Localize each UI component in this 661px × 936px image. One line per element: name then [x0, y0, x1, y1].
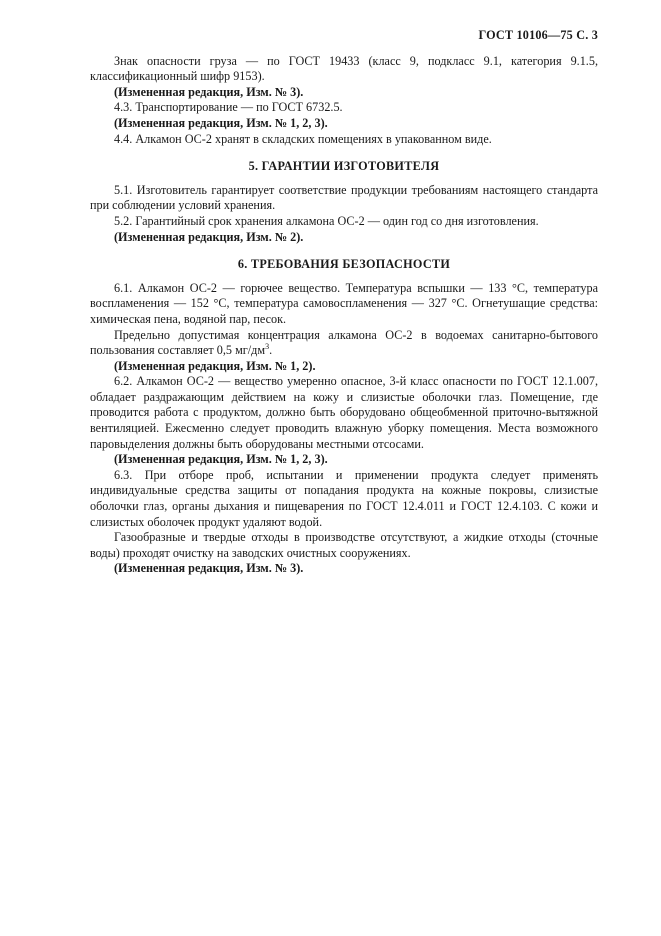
- paragraph-4-3: [90, 100, 598, 116]
- paragraph-text: 6.1. Алкамон ОС-2 — горючее вещество. Температура вспышки — 133 °С, температура воспламенения — 152 °С, температура самовоспламенения — 327 °С. Огнетушащие средства: химическая пена, водяной пар, песок.: [90, 280, 598, 326]
- page-header: ГОСТ 10106—75 С. 3: [478, 28, 598, 42]
- edit-note-text: (Измененная редакция, Изм. № 1, 2).: [114, 358, 316, 373]
- edit-note-text: (Измененная редакция, Изм. № 3).: [114, 84, 304, 99]
- document-page: [90, 28, 598, 577]
- edit-note: [90, 116, 598, 132]
- section-5-title: 5. ГАРАНТИИ ИЗГОТОВИТЕЛЯ: [248, 159, 440, 174]
- paragraph-5-2: [90, 214, 598, 230]
- edit-note-text: (Измененная редакция, Изм. № 3).: [114, 561, 304, 576]
- paragraph-text-end: .: [269, 343, 273, 358]
- paragraph-6-3: [90, 468, 598, 530]
- paragraph-text: Предельно допустимая концентрация алкамона ОС-2 в водоемах санитарно-бытового пользования составляет 0,5 мг/дм: [90, 327, 598, 358]
- paragraph-text: 4.4. Алкамон ОС-2 хранят в складских помещениях в упакованном виде.: [114, 131, 492, 146]
- paragraph-text: Газообразные и твердые отходы в производстве отсутствуют, а жидкие отходы (сточные воды) проходят очистку на заводских очистных сооружениях.: [90, 530, 598, 560]
- paragraph-6-2: [90, 374, 598, 452]
- paragraph-4-4: [90, 132, 598, 148]
- edit-note: [90, 85, 598, 101]
- edit-note-text: (Измененная редакция, Изм. № 2).: [114, 229, 304, 244]
- paragraph-text: 6.3. При отборе проб, испытании и применении продукта следует применять индивидуальные средства защиты от попадания продукта на кожные покровы, слизистые оболочки глаз, органы дыхания и пищеварения по ГОСТ 12.4.011 и ГОСТ 12.4.103. С кожи и слизистых оболочек продукт удаляют водой.: [90, 467, 598, 529]
- paragraph-text: 5.2. Гарантийный срок хранения алкамона ОС-2 — один год со дня изготовления.: [114, 213, 539, 228]
- paragraph-6-1: [90, 281, 598, 328]
- paragraph-text: Знак опасности груза — по ГОСТ 19433 (класс 9, подкласс 9.1, категория 9.1.5, классификационный шифр 9153).: [90, 53, 598, 84]
- paragraph-text: 6.2. Алкамон ОС-2 — вещество умеренно опасное, 3-й класс опасности по ГОСТ 12.1.007, обладает раздражающим действием на кожу и слизистые оболочки глаз. Помещение, где проводится работа с продуктом, должно быть оборудовано общеобменной приточно-вытяжной вентиляцией. Ежесменно следует проводить влажную уборку помещения. Места возможного паровыделения должны быть оборудованы местными отсосами.: [90, 374, 598, 451]
- paragraph-6-3-waste: [90, 530, 598, 561]
- paragraph-5-1: [90, 183, 598, 214]
- paragraph-text: 5.1. Изготовитель гарантирует соответствие продукции требованиям настоящего стандарта при соблюдении условий хранения.: [90, 182, 598, 213]
- edit-note: [90, 452, 598, 468]
- paragraph-6-1-concentration: [90, 328, 598, 359]
- edit-note: [90, 230, 598, 246]
- paragraph-text: 4.3. Транспортирование — по ГОСТ 6732.5.: [114, 100, 343, 115]
- superscript: 3: [265, 342, 270, 352]
- section-6-title: 6. ТРЕБОВАНИЯ БЕЗОПАСНОСТИ: [237, 257, 451, 272]
- edit-note-text: (Измененная редакция, Изм. № 1, 2, 3).: [114, 452, 328, 467]
- edit-note: [90, 359, 598, 375]
- edit-note: [90, 561, 598, 577]
- edit-note-text: (Измененная редакция, Изм. № 1, 2, 3).: [114, 115, 328, 130]
- paragraph-4-2-marking: [90, 54, 598, 85]
